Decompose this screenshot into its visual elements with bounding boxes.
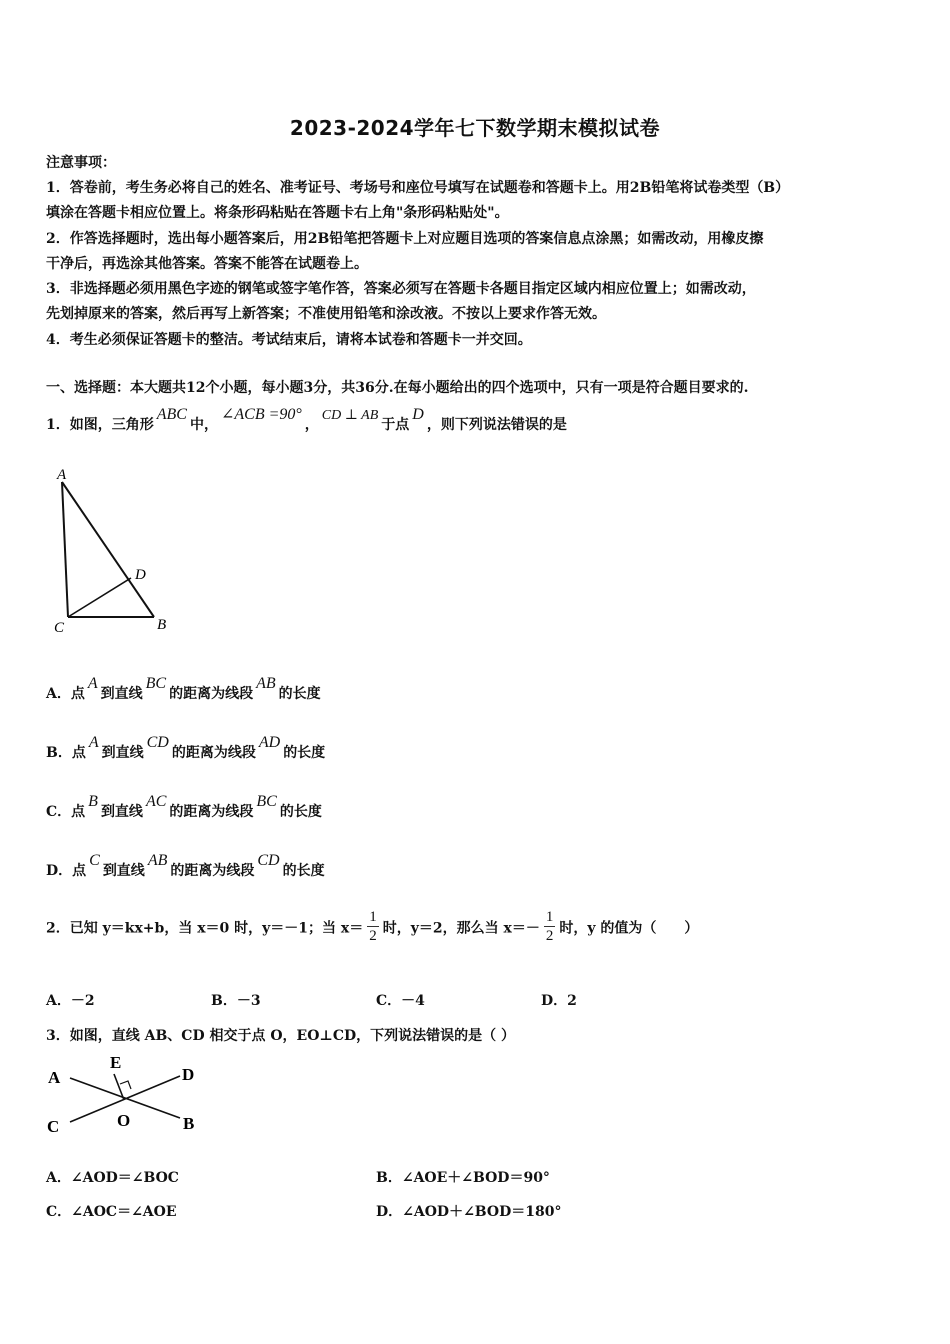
figure-label-a: A — [48, 1068, 61, 1087]
q2-option-d[interactable]: D．2 — [541, 993, 577, 1009]
q1-option-c[interactable]: C．点B到直线AC的距离为线段BC的长度 — [46, 793, 322, 820]
notice-line: 干净后，再选涂其他答案。答案不能答在试题卷上。 — [46, 256, 368, 272]
notice-line: 1．答卷前，考生务必将自己的姓名、准考证号、考场号和座位号填写在试题卷和答题卡上。用2B铅笔将试卷类型（B） — [46, 180, 790, 196]
notice-line: 先划掉原来的答案，然后再写上新答案；不准使用铅笔和涂改液。不按以上要求作答无效。 — [46, 306, 606, 322]
figure-label-d: D — [135, 567, 146, 583]
figure-label-b: B — [157, 617, 167, 633]
q1-option-d[interactable]: D．点C到直线AB的距离为线段CD的长度 — [46, 852, 325, 879]
question-3-stem: 3．如图，直线 AB、CD 相交于点 O，EO⊥CD，下列说法错误的是（ ） — [46, 1028, 515, 1044]
figure-label-c: C — [47, 1117, 60, 1136]
figure-label-c: C — [54, 620, 65, 636]
notice-line: 2．作答选择题时，选出每小题答案后，用2B铅笔把答题卡上对应题目选项的答案信息点涂黑；如需改动，用橡皮擦 — [46, 231, 764, 247]
notice-line: 填涂在答题卡相应位置上。将条形码粘贴在答题卡右上角"条形码粘贴处"。 — [46, 205, 509, 221]
q2-option-c[interactable]: C．－4 — [376, 993, 425, 1009]
fraction-half: $\frac{1}{2}$ — [369, 909, 377, 944]
question-2-stem: 2．已知 y＝kx+b，当 x＝0 时，y＝－1；当 x＝ $\frac{1}{2}$ 时，y＝2，那么当 x＝－ $\frac{1}{2}$ 时，y 的值为（ ） — [46, 909, 699, 944]
q2-option-b[interactable]: B．－3 — [211, 993, 261, 1009]
q3-option-b[interactable]: B．∠AOE＋∠BOD＝90° — [376, 1170, 550, 1186]
q3-option-d[interactable]: D．∠AOD＋∠BOD＝180° — [376, 1204, 562, 1220]
page-title: 2023-2024学年七下数学期末模拟试卷 — [289, 116, 661, 140]
q2-option-a[interactable]: A．－2 — [46, 993, 95, 1009]
fraction-half: $\frac{1}{2}$ — [545, 909, 554, 944]
q3-option-a[interactable]: A．∠AOD＝∠BOC — [46, 1170, 179, 1186]
figure-label-a: A — [57, 467, 67, 483]
figure-label-d: D — [182, 1065, 195, 1084]
question-1-stem: 1．如图，三角形ABC中，∠ACB =90°，CD ⊥ AB于点D，则下列说法错误的是 — [46, 406, 567, 433]
figure-label-o: O — [117, 1111, 131, 1130]
q1-option-b[interactable]: B．点A到直线CD的距离为线段AD的长度 — [46, 734, 326, 761]
notice-line: 4．考生必须保证答题卡的整洁。考试结束后，请将本试卷和答题卡一并交回。 — [46, 332, 532, 348]
triangle-figure — [46, 460, 186, 640]
q3-option-c[interactable]: C．∠AOC＝∠AOE — [46, 1204, 177, 1220]
figure-label-e: E — [110, 1053, 122, 1072]
notice-heading: 注意事项： — [46, 155, 116, 171]
intersecting-lines-figure — [40, 1052, 210, 1142]
q1-option-a[interactable]: A．点A到直线BC的距离为线段AB的长度 — [46, 675, 321, 702]
notice-line: 3．非选择题必须用黑色字迹的钢笔或签字笔作答，答案必须写在答题卡各题目指定区域内相应位置上；如需改动， — [46, 281, 756, 297]
section-heading: 一、选择题：本大题共12个小题，每小题3分，共36分.在每小题给出的四个选项中，只有一项是符合题目要求的. — [46, 380, 749, 396]
figure-label-b: B — [183, 1114, 195, 1133]
